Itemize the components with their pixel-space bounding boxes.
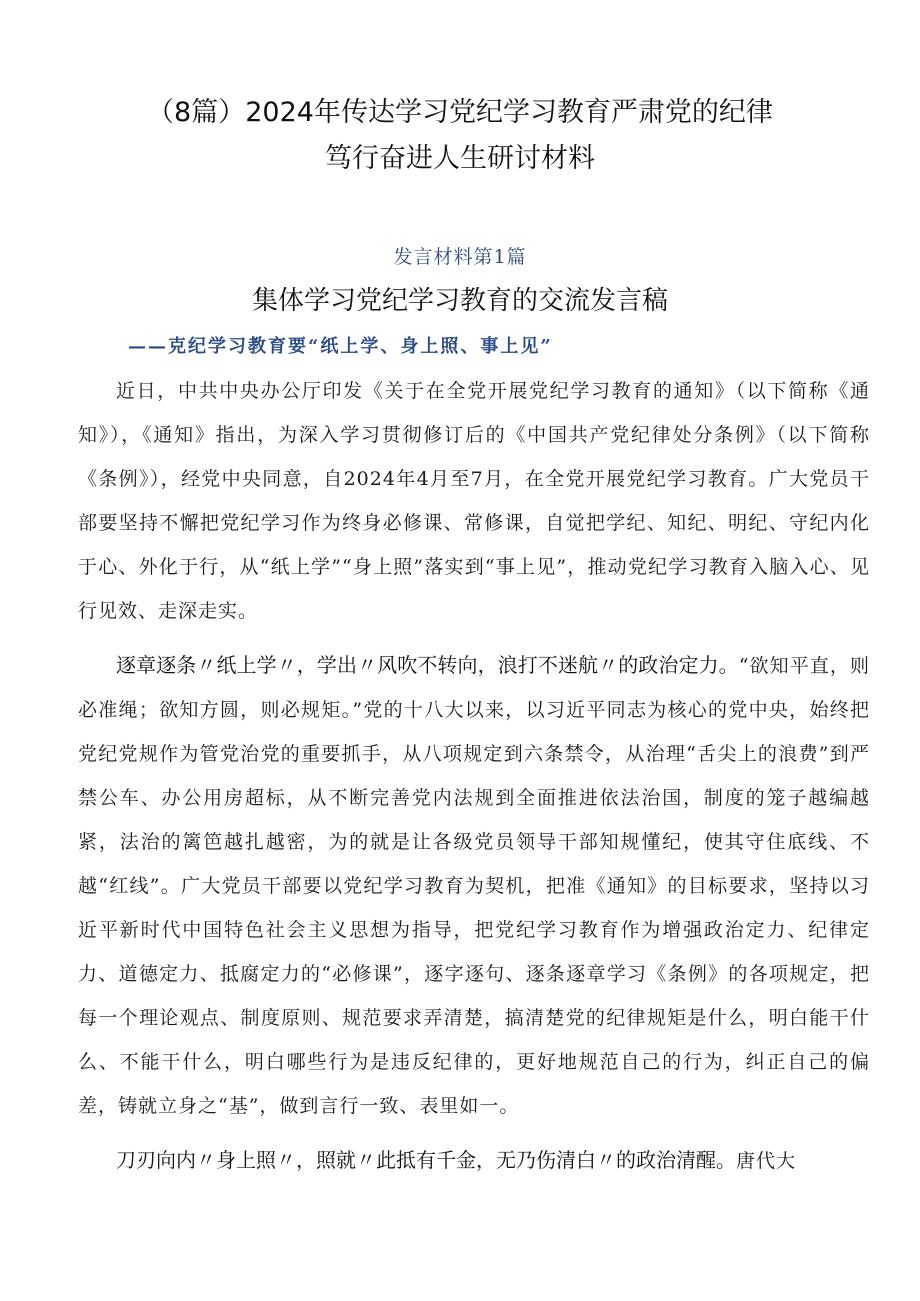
document-title-line-2: 笃行奋进人生研讨材料 [325, 143, 595, 174]
paragraph-text: 近日，中共中央办公厅印发《关于在全党开展党纪学习教育的通知》（以下简称《通知》），《通知》指出，为深入学习贯彻修订后的《中国共产党纪律处分条例》（以下简称《条例》），经党中央同意，自2024年4月至7月，在全党开展党纪学习教育。广大党员干部要坚持不懈把党纪学习作为终身必修课、常修课，自觉把学纪、知纪、明纪、守纪内化于心、外化于行，从“纸上学”“身上照”落实到“事上见”，推动党纪学习教育入脑入心、见行见效、走深走实。 [78, 380, 870, 622]
body-paragraph-2 [78, 643, 870, 1128]
body-paragraph-3 [78, 1138, 870, 1183]
document-title [60, 90, 860, 182]
speech-subtitle: ——克纪学习教育要“纸上学、身上照、事上见” [128, 336, 553, 357]
paragraph-lead: 刀刃向内〃身上照〃，照就〃此抵有千金，无乃伤清白〃的政治清醒。 [116, 1148, 736, 1172]
document-title-line-1: （8篇）2024年传达学习党纪学习教育严肃党的纪律 [147, 97, 773, 128]
document-body [78, 368, 870, 1183]
speech-title: 集体学习党纪学习教育的交流发言稿 [251, 286, 668, 316]
section-label: 发言材料第1篇 [393, 246, 527, 268]
body-paragraph-1 [78, 368, 870, 633]
paragraph-text: “欲知平直，则必准绳；欲知方圆，则必规矩。”党的十八大以来，以习近平同志为核心的党中央，始终把党纪党规作为管党治党的重要抓手，从八项规定到六条禁令，从治理“舌尖上的浪费”到严禁公车、办公用房超标，从不断完善党内法规到全面推进依法治国，制度的笼子越编越紧，法治的篱笆越扎越密，为的就是让各级党员领导干部知规懂纪，使其守住底线、不越“红线”。广大党员干部要以党纪学习教育为契机，把准《通知》的目标要求，坚持以习近平新时代中国特色社会主义思想为指导，把党纪学习教育作为增强政治定力、纪律定力、道德定力、抵腐定力的“必修课”，逐字逐句、逐条逐章学习《条例》的各项规定，把每一个理论观点、制度原则、规范要求弄清楚，搞清楚党的纪律规矩是什么，明白能干什么、不能干什么，明白哪些行为是违反纪律的，更好地规范自己的行为，纠正自己的偏差，铸就立身之“基”，做到言行一致、表里如一。 [78, 655, 870, 1117]
paragraph-text: 唐代大 [736, 1150, 797, 1172]
paragraph-lead: 逐章逐条〃纸上学〃，学出〃风吹不转向，浪打不迷航〃的政治定力。 [116, 653, 739, 677]
